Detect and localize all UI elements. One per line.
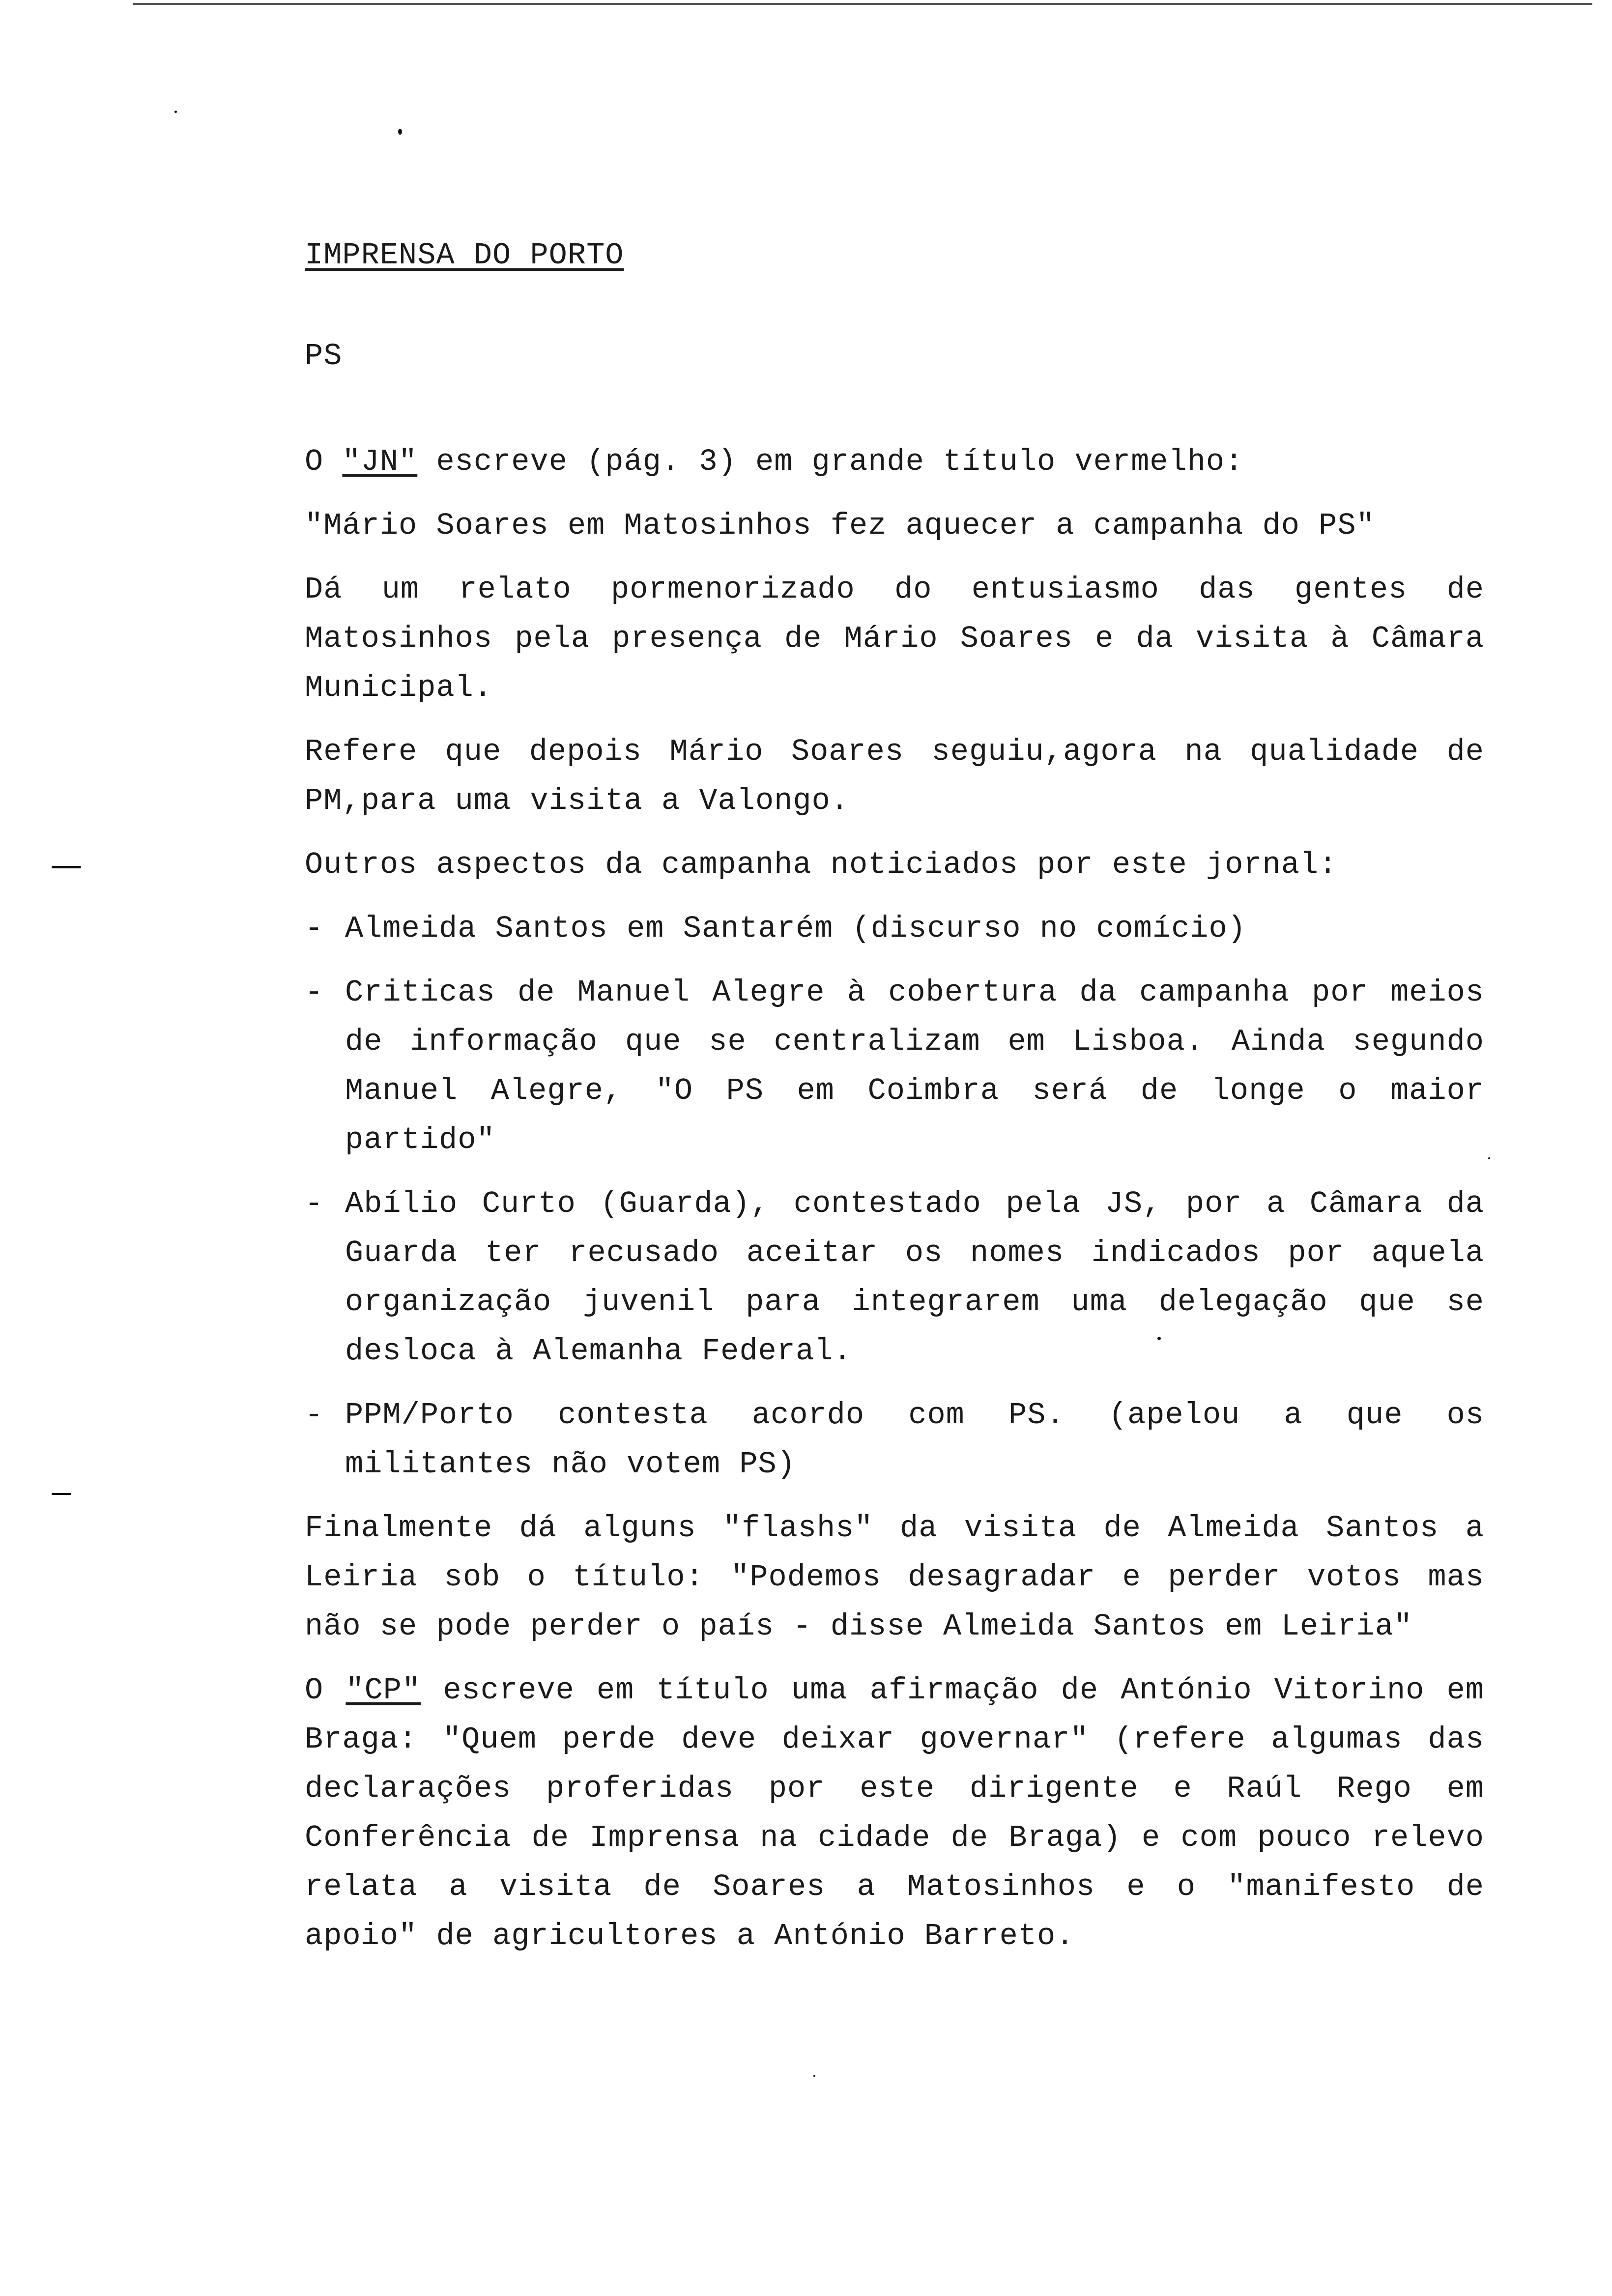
paragraph: Dá um relato pormenorizado do entusiasmo das gentes de Matosinhos pela presença de Mário Soares e da visita à Câmara Municipal. bbox=[305, 572, 1484, 705]
bullet-dash: - bbox=[305, 1398, 324, 1433]
jn-rest: escreve (pág. 3) em grande título vermelho: bbox=[417, 444, 1244, 479]
margin-dash-mark bbox=[52, 1493, 71, 1495]
section-title: PS bbox=[305, 339, 343, 373]
jn-prefix: O bbox=[305, 444, 343, 479]
jn-source: "JN" bbox=[342, 444, 418, 479]
speck-mark bbox=[174, 111, 177, 113]
cp-prefix: O bbox=[305, 1673, 346, 1708]
bullet-item bbox=[305, 1179, 1484, 1376]
bullet-text: Abílio Curto (Guarda), contestado pela JS, por a Câmara da Guarda ter recusado aceitar os nomes indicados por aquela organização juvenil para integrarem uma delegação que se desloca à Alemanha Federal. bbox=[345, 1186, 1484, 1369]
bullet-dash: - bbox=[305, 975, 324, 1010]
speck-mark bbox=[1488, 1157, 1490, 1159]
page-top-rule bbox=[133, 3, 1592, 5]
cp-source: "CP" bbox=[345, 1673, 421, 1708]
paragraph: Refere que depois Mário Soares seguiu,agora na qualidade de PM,para uma visita a Valongo. bbox=[305, 734, 1484, 818]
bullet-text: PPM/Porto contesta acordo com PS. (apelou a que os militantes não votem PS) bbox=[345, 1398, 1484, 1482]
jn-intro bbox=[305, 437, 1484, 487]
page-heading: IMPRENSA DO PORTO bbox=[305, 238, 624, 273]
speck-mark bbox=[398, 129, 402, 135]
cp-rest: escreve em título uma afirmação de António Vitorino em Braga: "Quem perde deve deixar governar" (refere algumas das declarações proferidas por este dirigente e Raúl Rego em Conferência de Imprensa na cidade de Braga) e com pouco relevo relata a visita de Soares a Matosinhos e o "manifesto de apoio" de agricultores a António Barreto. bbox=[305, 1673, 1484, 1953]
speck-mark bbox=[813, 2075, 815, 2077]
paragraph: Outros aspectos da campanha noticiados por este jornal: bbox=[305, 847, 1338, 882]
speck-mark bbox=[1157, 1337, 1161, 1340]
bullet-item bbox=[305, 968, 1484, 1165]
bullet-text: Criticas de Manuel Alegre à cobertura da campanha por meios de informação que se centralizam em Lisboa. Ainda segundo Manuel Alegre, "O PS em Coimbra será de longe o maior partido" bbox=[345, 975, 1484, 1157]
final-paragraph: Finalmente dá alguns "flashs" da visita de Almeida Santos a Leiria sob o título: "Podemos desagradar e perder votos mas não se pode perder o país - disse Almeida Santos em Leiria" bbox=[305, 1511, 1484, 1644]
bullet-text: Almeida Santos em Santarém (discurso no comício) bbox=[345, 911, 1246, 946]
paragraph: "Mário Soares em Matosinhos fez aquecer a campanha do PS" bbox=[305, 508, 1375, 543]
bullet-dash: - bbox=[305, 911, 324, 946]
bullet-item bbox=[305, 1391, 1484, 1489]
bullet-dash: - bbox=[305, 1186, 324, 1221]
cp-paragraph bbox=[305, 1666, 1484, 1961]
bullet-item bbox=[305, 904, 1484, 953]
document-body bbox=[305, 231, 1484, 1976]
margin-dash-mark bbox=[52, 866, 81, 868]
